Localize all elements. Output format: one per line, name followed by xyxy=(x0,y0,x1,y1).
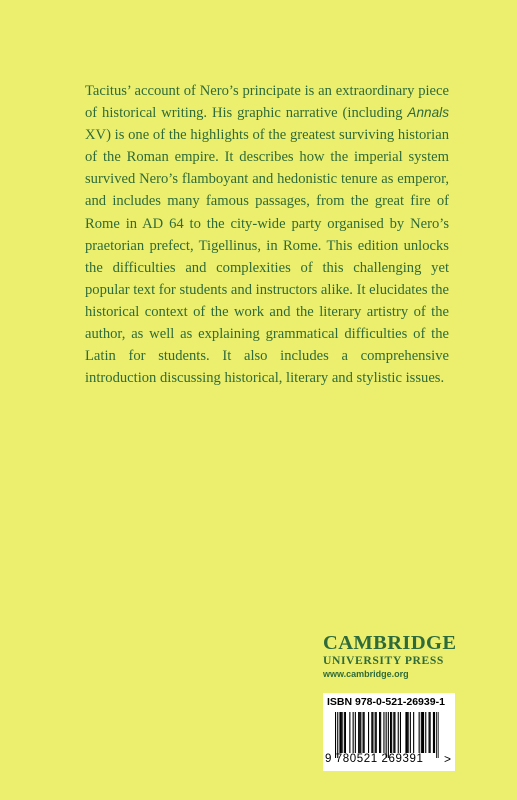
barcode-bar xyxy=(388,712,389,758)
barcode-bar xyxy=(421,712,422,753)
barcode-bar xyxy=(400,712,401,753)
barcode-bar xyxy=(386,712,387,758)
barcode-bar xyxy=(349,712,350,753)
publisher-subtitle: UNIVERSITY PRESS xyxy=(323,654,444,667)
ean-digits: 9 780521 269391 xyxy=(325,753,424,765)
isbn-label: ISBN 978-0-521-26939-1 xyxy=(327,696,445,708)
isbn-barcode xyxy=(323,693,455,771)
barcode-bar xyxy=(405,712,406,753)
barcode-bar xyxy=(429,712,430,753)
barcode-bar xyxy=(376,712,377,753)
barcode-bar xyxy=(434,712,435,753)
description-text-start: Tacitus’ account of Nero’s principate is an extraordinary piece of historical writing. His graphic narrative (including xyxy=(85,83,449,122)
barcode-bar xyxy=(342,712,343,753)
barcode-bar xyxy=(413,712,414,753)
barcode-bar xyxy=(383,712,384,753)
barcode-bar xyxy=(430,712,431,753)
barcode-bars xyxy=(335,712,439,758)
barcode-bar xyxy=(398,712,399,753)
quiet-zone-arrow: > xyxy=(444,752,452,766)
barcode-bar xyxy=(423,712,424,753)
barcode-bar xyxy=(360,712,361,753)
barcode-bar xyxy=(390,712,391,753)
barcode-bar xyxy=(393,712,394,753)
barcode-bar xyxy=(358,712,359,753)
barcode-bar xyxy=(394,712,395,753)
publisher-name: CAMBRIDGE xyxy=(323,632,457,654)
barcode-bar xyxy=(379,712,380,753)
barcode-bar xyxy=(372,712,373,753)
description-italic-title: Annals xyxy=(407,105,449,121)
barcode-bar xyxy=(359,712,360,753)
barcode-bar xyxy=(438,712,439,758)
barcode-bar xyxy=(407,712,408,753)
barcode-bar xyxy=(436,712,437,758)
barcode-bar xyxy=(368,712,369,753)
barcode-bar xyxy=(410,712,411,753)
barcode-bar xyxy=(371,712,372,753)
barcode-bar xyxy=(375,712,376,753)
barcode-bar xyxy=(335,712,336,758)
barcode-bar xyxy=(355,712,356,753)
barcode-bar xyxy=(337,712,338,758)
barcode-bar xyxy=(433,712,434,753)
barcode-bar xyxy=(422,712,423,753)
back-cover-description xyxy=(85,80,449,389)
barcode-bar xyxy=(363,712,364,753)
barcode-bar xyxy=(408,712,409,753)
barcode-bar xyxy=(341,712,342,753)
barcode-bar xyxy=(419,712,420,753)
barcode-bar xyxy=(353,712,354,753)
description-text-end: XV) is one of the highlights of the greatest surviving historian of the Roman empire. It describes how the imperial system survived Nero’s flamboyant and hedonistic tenure as emperor, and includes many famous passages, from the great fire of Rome in AD 64 to the city-wide party organised by Nero’s praetorian prefect, Tigellinus, in Rome. This edition unlocks the difficulties and complexities of this challenging yet popular text for students and instructors alike. It elucidates the historical context of the work and the literary artistry of the author, as well as explaining grammatical difficulties of the Latin for students. It also includes a comprehensive introduction discussing historical, literary and stylistic issues. xyxy=(85,127,449,387)
barcode-bar xyxy=(339,712,340,753)
barcode-bar xyxy=(345,712,346,753)
barcode-bar xyxy=(344,712,345,753)
barcode-bar xyxy=(364,712,365,753)
publisher-url: www.cambridge.org xyxy=(323,669,409,679)
barcode-bar xyxy=(380,712,381,753)
barcode-bar xyxy=(391,712,392,753)
publisher-imprint xyxy=(323,632,463,680)
barcode-bar xyxy=(425,712,426,753)
